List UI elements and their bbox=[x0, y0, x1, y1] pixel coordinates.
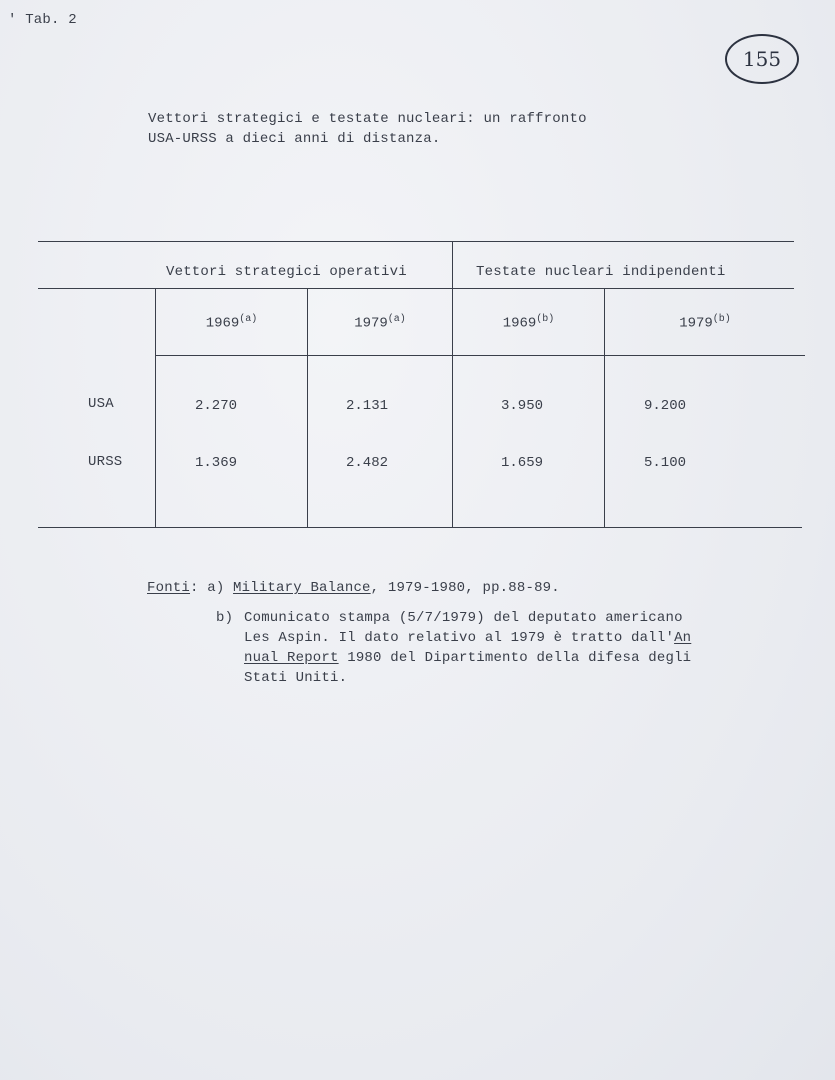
source-a-title: Military Balance bbox=[233, 580, 371, 596]
table-cell: 2.482 bbox=[345, 455, 388, 471]
page-number: 155 bbox=[742, 47, 782, 71]
group-divider bbox=[452, 241, 453, 528]
group-header-vectors: Vettori strategici operativi bbox=[166, 264, 407, 280]
column-header-4 bbox=[605, 314, 805, 332]
column-note: (a) bbox=[239, 314, 258, 325]
column-note: (b) bbox=[712, 314, 731, 325]
table-subheader-rule bbox=[155, 355, 805, 356]
table-cell: 5.100 bbox=[643, 455, 686, 471]
table-cell: 9.200 bbox=[643, 398, 686, 414]
source-b-line-2-underlined: An bbox=[674, 630, 692, 646]
title-line-1: Vettori strategici e testate nucleari: un raffronto bbox=[148, 111, 587, 127]
column-header-1 bbox=[156, 314, 307, 332]
source-b-marker: b) bbox=[216, 610, 234, 626]
source-b-line-1: Comunicato stampa (5/7/1979) del deputato americano bbox=[244, 610, 683, 626]
table-cell: 2.131 bbox=[345, 398, 388, 414]
table-header-rule bbox=[38, 288, 794, 289]
page-number-stamp bbox=[725, 34, 799, 84]
column-year: 1979 bbox=[354, 315, 388, 332]
column-year: 1969 bbox=[205, 315, 240, 332]
row-label: USA bbox=[88, 396, 114, 412]
source-a-rest: , 1979-1980, pp.88-89. bbox=[370, 580, 560, 596]
source-b-line-4: Stati Uniti. bbox=[244, 670, 348, 686]
table-cell: 2.270 bbox=[194, 398, 237, 414]
table-top-rule bbox=[38, 241, 794, 242]
table-bottom-rule bbox=[38, 527, 802, 528]
column-year: 1979 bbox=[679, 315, 713, 332]
row-label: URSS bbox=[88, 454, 123, 470]
column-note: (b) bbox=[536, 314, 555, 325]
table-cell: 1.659 bbox=[500, 455, 543, 471]
source-b-line-2 bbox=[244, 630, 691, 646]
column-note: (a) bbox=[387, 314, 406, 325]
source-b-line-3-underlined: nual Report bbox=[244, 650, 339, 666]
source-b-line-3-text: 1980 del Dipartimento della difesa degli bbox=[338, 650, 692, 666]
column-header-2 bbox=[308, 314, 452, 332]
column-header-3 bbox=[453, 314, 604, 332]
source-a-line bbox=[147, 580, 560, 596]
source-b-line-2-text: Les Aspin. Il dato relativo al 1979 è tratto dall' bbox=[244, 630, 675, 646]
sources-label: Fonti bbox=[147, 580, 191, 596]
source-a-marker: : a) bbox=[190, 580, 225, 596]
table-cell: 3.950 bbox=[500, 398, 543, 414]
column-year: 1969 bbox=[502, 315, 537, 332]
source-b-line-3 bbox=[244, 650, 691, 666]
tab-label: ' Tab. 2 bbox=[8, 12, 77, 28]
table-cell: 1.369 bbox=[194, 455, 237, 471]
group-header-warheads: Testate nucleari indipendenti bbox=[476, 264, 726, 280]
title-line-2: USA-URSS a dieci anni di distanza. bbox=[148, 131, 441, 147]
